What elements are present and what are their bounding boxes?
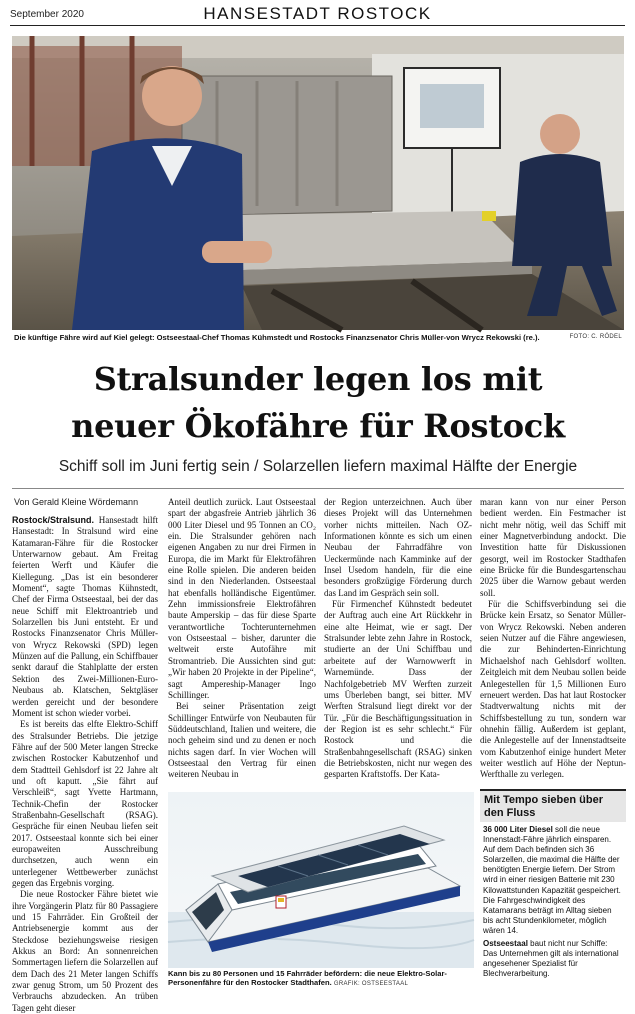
dateline: Rostock/Stralsund.: [12, 515, 95, 525]
paragraph: Es ist bereits das elfte Elektro-Schiff des Stralsunder Betriebs. Die jetzige Fähre auf der 500 Meter langen Strecke zwischen Rostocker Kabutzenhof und dem Stadtteil Gehlsdorf ist 22 Jahre alt und oft kaputt. „Sie fährt auf Verschleiß“, sagt Yvette Hartmann, Technik-Chefin der Rostocker Straßenbahn-Gesellschaft (RSAG). Gespräche für einen Neubau liefen seit 2017. Ostseestaal konnte sich bei einer europaweiten Ausschreibung durchsetzen, auch wenn ein unterlegener Wettbewerber zunächst gegen das Ergebnis vorging.: [12, 719, 158, 888]
paragraph: Für Firmenchef Kühnstedt bedeutet der Auftrag auch eine Art Rückkehr in eine alte Heimat, wie er sagt. Der Stralsunder lebte zehn Jahre in Rostock, studierte an der Uni Schiffbau und arbeitete auf der Warnowwerft in Warnemünde. Dass der Nachfolgebetrieb MV Werften zurzeit ums Überleben bangt, sei bitter. MV Werften Stralsund liegt direkt vor der Tür. „Für die Beschäftigungssituation in der Region ist es sehr schlecht.“ Für Rostock und die Straßenbahngesellschaft (RSAG) sinken die Betriebskosten, nicht nur wegen des gesparten Kraftstoffs. Der Kata-: [324, 599, 472, 780]
info-box-body: [480, 822, 626, 979]
article-headline: [12, 356, 624, 450]
info-keyword: Ostseestaal: [483, 939, 528, 949]
article-column-3: [324, 497, 472, 781]
info-text: soll die neue Innenstadt-Fähre jährlich einsparen. Auf dem Dach befinden sich 36 Solarzellen, die maximal die Hälfte der benötigten Energie liefern. Der Strom wird in einer riesigen Batterie mit 230 Kilowattstunden Kapazität gespeichert. Die Fahrgeschwindigkeit des Katamarans beträgt im Alltag sieben bis acht Stundenkilometer, möglich wären 14.: [483, 825, 621, 935]
divider: [12, 488, 624, 489]
info-paragraph: [483, 939, 623, 979]
graphic-credit: GRAFIK: OSTSEESTAAL: [333, 981, 409, 988]
ferry-caption: [168, 969, 474, 990]
main-photo: [12, 36, 624, 330]
paragraph: Bei seiner Präsentation zeigt Schillinger Entwürfe von Neubauten für Süddeutschland, Italien und weitere, die noch geheim sind und zu denen er noch nichts sagen darf. In vier Wochen will Ostseestaal den Vertrag für einen weiteren Neubau in: [168, 701, 316, 780]
info-box: [480, 789, 626, 995]
photo-credit: FOTO: C. RÖDEL: [569, 334, 622, 340]
headline-line-2: neuer Ökofähre für Rostock: [71, 407, 565, 445]
main-photo-caption-text: Die künftige Fähre wird auf Kiel gelegt: Ostseestaal-Chef Thomas Kühmstedt und Rostocks Finanzsenator Chris Müller-von Wrycz Rekowski (re.).: [14, 333, 540, 342]
article-column-2: [168, 497, 316, 781]
paragraph: maran kann von nur einer Person bedient werden. Ein Festmacher ist nicht mehr nötig, weil das Schiff mit einer Magnetverbindung andockt. Die Investition hatte für Diskussionen gesorgt, weil im Rostocker Stadthafen eine Brücke für die Bundesgartenschau 2025 über die Warnow gebaut werden soll.: [480, 497, 626, 598]
paragraph: Anteil deutlich zurück. Laut Ostseestaal spart der abgasfreie Antrieb jährlich 36 000 Liter Diesel und 95 Tonnen an CO₂ ein. Die Stralsunder gehören nach eigenen Angaben zu nur drei Firmen in Europa, die im Markt für Elektrofähren eine Rolle spielen. Die anderen beiden sind in den Niederlanden. Ostseestaal hat ebenfalls holländische Eigentümer. Zehn immissionsfreie Elektrofähren baute Amperskip – das für diese Sparte verantwortliche Tochterunternehmen von Ostseestaal – bisher, darunter die weltweit erste Autofähre mit Stromantrieb. Die Aussichten sind gut: „Wir haben 20 Projekte in der Pipeline“, sagt Ampereship-Manager Ingo Schillinger.: [168, 497, 316, 700]
ferry-caption-text: Kann bis zu 80 Personen und 15 Fahrräder befördern: die neue Elektro-Solar-Personenfähre für den Rostocker Stadthafen.: [168, 969, 447, 988]
info-paragraph: [483, 825, 623, 936]
ferry-rendering: [168, 792, 474, 968]
keel-laying-photo: [12, 36, 624, 330]
paragraph: der Region unterzeichnen. Auch über dieses Projekt will das Unternehmen vorher nichts mitteilen. Nach OZ-Informationen könnte es sich um einen Neubau der Fahrradfähre von Ueckermünde nach Kamminke auf der Insel Usedom handeln, für die eine besonders großzügige Förderung durch das Land im Gespräch sein soll.: [324, 497, 472, 598]
paragraph-text: Hansestadt hilft Hansestadt: In Stralsund wird eine Katamaran-Fähre für die Rostocker Unterwarnow gebaut. Am Freitag feierten Werft und Käufer die Kiellegung. „Das ist ein besonderer Moment“, sagte Thomas Kühnstedt, Chef der Firma Ostseestaal, bei der das neue Schiff mit Elektroantrieb und Solarzellen bis Juni entsteht. Er und Rostocks Finanzsenator Chris Müller-von Wrycz Rekowski (SPD) legen Münzen auf die Pallung, ein Schiffbauer senkt darauf die Stahlplatte der ersten Sektion des Zwei-Millionen-Euro-Neubaus ab. Klatschen, Sektgläser werden gereicht und der besondere Moment ist schon wieder vorbei.: [12, 515, 158, 718]
page-header: [10, 4, 625, 26]
article-column-4: [480, 497, 626, 781]
info-box-title: Mit Tempo sieben über den Fluss: [480, 789, 626, 822]
article-column-1: [12, 515, 158, 1014]
paragraph: Die neue Rostocker Fähre bietet wie ihre Vorgängerin Platz für 80 Passagiere und 15 Fahrräder. Ein Großteil der Antriebsenergie kommt aus der Steckdose beziehungsweise riesigen Akkus an Bord: An sonnenreichen Sommertagen liefern die Solarzellen auf dem Dach des 21 Meter langen Schiffs zwar genug Strom, um 50 Prozent des Verbrauchs abzudecken. An trüben Tagen geht dieser: [12, 889, 158, 1013]
paragraph: Für die Schiffsverbindung sei die Brücke kein Ersatz, so Senator Müller-von Wrycz Rekowski. Neben anderen seien Nutzer auf die Fähre angewiesen, die zur Behinderten-Einrichtung Michaelshof nach Gehlsdorf wollten. Zeitgleich mit dem Neubau sollen beide Anlegestellen für 1,5 Millionen Euro erneuert werden. Das hat laut Rostocker Stadtverwaltung nichts mit der Schiffsbestellung zu tun, sondern war ohnehin fällig. Außerdem ist geplant, die Anlegestelle auf der Innenstadtseite vom Kabutzenhof einige hundert Meter weiter westlich auf Höhe der Neptun-Werfthalle zu verlegen.: [480, 599, 626, 780]
section-title: HANSESTADT ROSTOCK: [203, 4, 432, 23]
main-photo-caption: [14, 333, 624, 342]
headline-line-1: Stralsunder legen los mit: [93, 360, 543, 398]
issue-date: September 2020: [10, 9, 84, 20]
info-keyword: 36 000 Liter Diesel: [483, 825, 553, 834]
paragraph: [12, 515, 158, 719]
info-text: baut nicht nur Schiffe: Das Unternehmen gilt als international angesehener Spezialist für Blechverarbeitung.: [483, 939, 619, 979]
byline: Von Gerald Kleine Wördemann: [14, 497, 139, 507]
article-subhead: Schiff soll im Juni fertig sein / Solarzellen liefern maximal Hälfte der Energie: [58, 458, 578, 475]
ferry-illustration: [168, 792, 474, 968]
